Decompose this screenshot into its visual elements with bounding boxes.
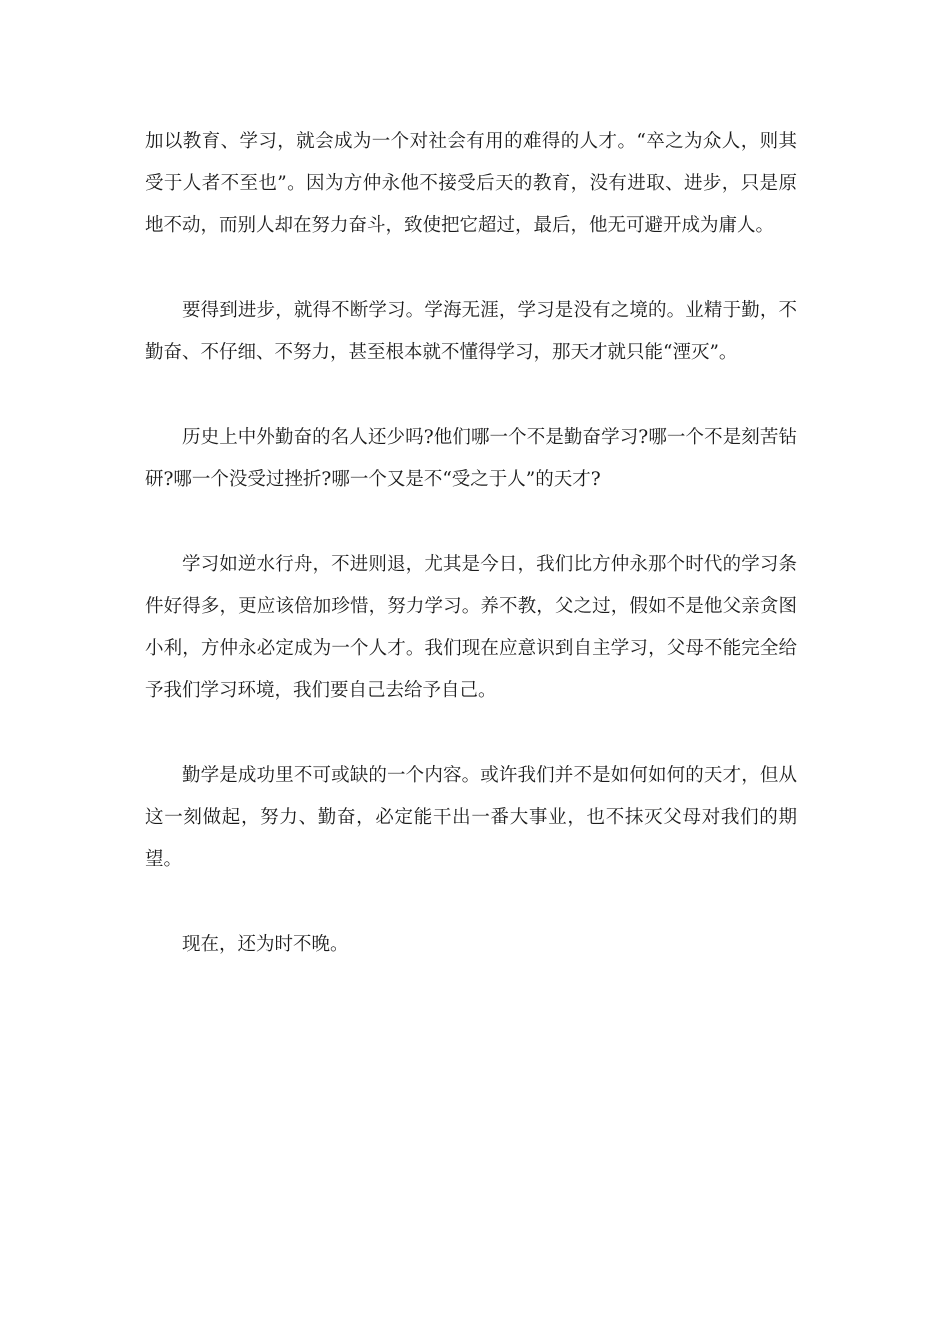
paragraph-1: 加以教育、学习，就会成为一个对社会有用的难得的人才。“卒之为众人，则其受于人者不至也”。因为方仲永他不接受后天的教育，没有进取、进步，只是原地不动，而别人却在努力奋斗，致使把它超过，最后，他无可避开成为庸人。	[145, 131, 797, 236]
paragraph-5: 勤学是成功里不可或缺的一个内容。或许我们并不是如何如何的天才，但从这一刻做起，努力、勤奋，必定能干出一番大事业，也不抹灭父母对我们的期望。	[145, 765, 797, 870]
paragraph-4: 学习如逆水行舟，不进则退，尤其是今日，我们比方仲永那个时代的学习条件好得多，更应该倍加珍惜，努力学习。养不教，父之过，假如不是他父亲贪图小利，方仲永必定成为一个人才。我们现在应意识到自主学习，父母不能完全给予我们学习环境，我们要自己去给予自己。	[145, 554, 797, 701]
document-body	[145, 121, 797, 966]
paragraph-6: 现在，还为时不晚。	[182, 934, 349, 955]
paragraph-3: 历史上中外勤奋的名人还少吗?他们哪一个不是勤奋学习?哪一个不是刻苦钻研?哪一个没受过挫折?哪一个又是不“受之于人”的天才?	[145, 427, 797, 490]
paragraph-2: 要得到进步，就得不断学习。学海无涯，学习是没有之境的。业精于勤，不勤奋、不仔细、不努力，甚至根本就不懂得学习，那天才就只能“湮灭”。	[145, 300, 797, 363]
